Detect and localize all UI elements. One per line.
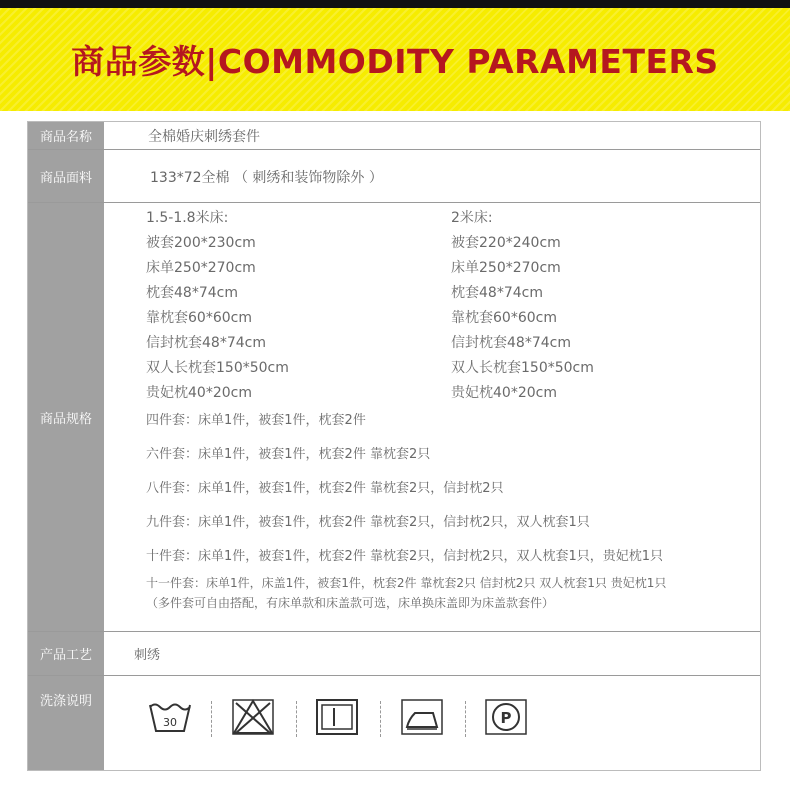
spec-left-line: 信封枕套48*74cm bbox=[146, 335, 266, 351]
spec-right-line: 贵妃枕40*20cm bbox=[451, 385, 557, 401]
icon-separator bbox=[380, 701, 381, 737]
spec-right-line: 双人长枕套150*50cm bbox=[451, 360, 594, 376]
fabric-value: 133*72全棉 （ 刺绣和装饰物除外 ） bbox=[150, 170, 383, 186]
spec-right-line: 信封枕套48*74cm bbox=[451, 335, 571, 351]
spec-right-line: 2米床: bbox=[451, 210, 493, 226]
spec-left-line: 1.5-1.8米床: bbox=[146, 210, 229, 226]
label-product-name: 商品名称 bbox=[28, 122, 104, 149]
set-line: 四件套：床单1件，被套1件，枕套2件 bbox=[146, 413, 366, 428]
spec-right-line: 靠枕套60*60cm bbox=[451, 310, 557, 326]
label-craft: 产品工艺 bbox=[28, 632, 104, 675]
craft-value: 刺绣 bbox=[134, 648, 161, 663]
dry-clean-p-icon bbox=[483, 697, 529, 737]
header-banner bbox=[0, 8, 790, 111]
spec-left-line: 双人长枕套150*50cm bbox=[146, 360, 289, 376]
spec-right-line: 被套220*240cm bbox=[451, 235, 561, 251]
label-fabric: 商品面料 bbox=[28, 150, 104, 202]
row-wash bbox=[28, 676, 760, 770]
svg-text:P: P bbox=[500, 709, 512, 727]
icon-separator bbox=[465, 701, 466, 737]
parameters-table bbox=[27, 121, 761, 771]
set-note: （多件套可自由搭配，有床单款和床盖款可选，床单换床盖即为床盖款套件） bbox=[146, 596, 555, 610]
tumble-dry-icon bbox=[314, 697, 360, 737]
label-wash: 洗涤说明 bbox=[28, 676, 104, 770]
row-craft bbox=[28, 632, 760, 675]
spec-left-line: 床单250*270cm bbox=[146, 260, 256, 276]
label-spec: 商品规格 bbox=[28, 203, 104, 631]
icon-separator bbox=[211, 701, 212, 737]
wash-temp-text: 30 bbox=[163, 716, 177, 729]
no-bleach-icon bbox=[230, 697, 276, 737]
eleven-set-line: 十一件套：床单1件，床盖1件，被套1件，枕套2件 靠枕套2只 信封枕2只 双人枕套1只 贵妃枕1只 bbox=[146, 576, 667, 590]
set-line: 十件套：床单1件，被套1件，枕套2件 靠枕套2只，信封枕2只，双人枕套1只，贵妃枕1只 bbox=[146, 549, 664, 564]
wash-30-icon bbox=[147, 697, 193, 737]
spec-left-line: 被套200*230cm bbox=[146, 235, 256, 251]
product-name-value: 全棉婚庆刺绣套件 bbox=[148, 129, 260, 145]
set-line: 八件套：床单1件，被套1件，枕套2件 靠枕套2只，信封枕2只 bbox=[146, 481, 504, 496]
page-title: 商品参数|COMMODITY PARAMETERS bbox=[71, 42, 719, 81]
row-product-name bbox=[28, 122, 760, 149]
row-spec bbox=[28, 203, 760, 631]
spec-left-line: 靠枕套60*60cm bbox=[146, 310, 252, 326]
icon-separator bbox=[296, 701, 297, 737]
set-line: 九件套：床单1件，被套1件，枕套2件 靠枕套2只，信封枕2只，双人枕套1只 bbox=[146, 515, 590, 530]
iron-icon bbox=[399, 697, 445, 737]
top-bar bbox=[0, 0, 790, 8]
spec-left-line: 枕套48*74cm bbox=[146, 285, 238, 301]
row-fabric bbox=[28, 150, 760, 202]
set-line: 六件套：床单1件，被套1件，枕套2件 靠枕套2只 bbox=[146, 447, 431, 462]
spec-right-line: 枕套48*74cm bbox=[451, 285, 543, 301]
spec-left-line: 贵妃枕40*20cm bbox=[146, 385, 252, 401]
spec-right-line: 床单250*270cm bbox=[451, 260, 561, 276]
